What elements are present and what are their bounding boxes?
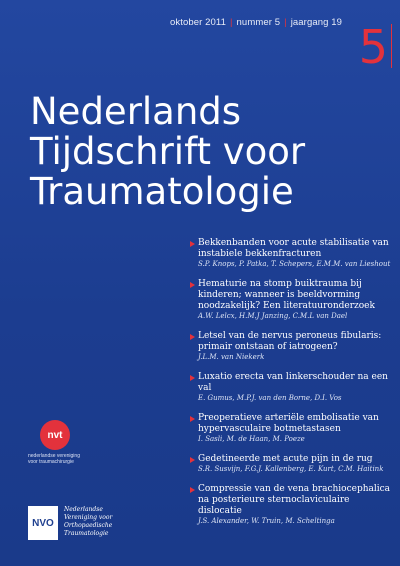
article-title: Letsel van de nervus peroneus fibularis: primair ontstaan of iatrogeen? bbox=[198, 331, 382, 352]
title-line: Nederlands bbox=[30, 90, 242, 133]
article-item[interactable] bbox=[190, 331, 396, 362]
article-authors: J.S. Alexander, W. Truin, M. Scheltinga bbox=[198, 517, 335, 525]
nvt-logo-icon bbox=[40, 420, 70, 450]
nvo-name-line: Nederlandse bbox=[64, 506, 103, 513]
article-authors: S.P. Knops, P. Patka, T. Schepers, E.M.M. van Lieshout bbox=[198, 260, 391, 268]
article-item[interactable] bbox=[190, 484, 396, 526]
article-title: Compressie van de vena brachiocephalica na posterieure sternoclaviculaire dislocatie bbox=[198, 484, 391, 516]
triangle-bullet-icon bbox=[190, 487, 195, 493]
article-item[interactable] bbox=[190, 413, 396, 444]
article-item[interactable] bbox=[190, 454, 396, 474]
triangle-bullet-icon bbox=[190, 282, 195, 288]
nvt-subtitle bbox=[28, 453, 108, 465]
title-line: Traumatologie bbox=[30, 170, 294, 213]
red-divider bbox=[391, 24, 392, 68]
issue-volume: jaargang 19 bbox=[290, 17, 342, 28]
nvo-logo-mark: NVO bbox=[32, 517, 54, 529]
nvo-name-line: Vereniging voor bbox=[64, 514, 113, 521]
article-title: Preoperatieve arteriële embolisatie van hypervasculaire botmetastasen bbox=[198, 413, 379, 434]
article-item[interactable] bbox=[190, 238, 396, 269]
triangle-bullet-icon bbox=[190, 241, 195, 247]
nvt-logo-mark: nvt bbox=[47, 429, 63, 441]
article-authors: E. Gumus, M.P.J. van den Borne, D.I. Vos bbox=[198, 394, 342, 402]
nvo-name bbox=[64, 506, 112, 538]
nvt-subtitle-line: voor traumachirurgie bbox=[28, 459, 74, 465]
nvo-logo bbox=[28, 506, 112, 540]
triangle-bullet-icon bbox=[190, 416, 195, 422]
triangle-bullet-icon bbox=[190, 375, 195, 381]
issue-number-text: nummer 5 bbox=[236, 17, 281, 28]
article-list bbox=[190, 238, 396, 536]
title-line: Tijdschrift voor bbox=[30, 130, 306, 173]
triangle-bullet-icon bbox=[190, 334, 195, 340]
article-title: Gedetineerde met acute pijn in de rug bbox=[198, 454, 373, 464]
article-item[interactable] bbox=[190, 279, 396, 321]
article-authors: I. Sasli, M. de Haan, M. Poeze bbox=[198, 435, 305, 443]
article-title: Hematurie na stomp buiktrauma bij kinderen; wanneer is beeldvorming noodzakelijk? Een literatuuronderzoek bbox=[198, 279, 375, 311]
nvo-name-line: Traumatologie bbox=[64, 530, 109, 537]
nvo-name-line: Orthopaedische bbox=[64, 522, 113, 529]
article-title: Bekkenbanden voor acute stabilisatie van instabiele bekkenfracturen bbox=[198, 238, 389, 259]
article-authors: S.R. Susvijn, F.G.J. Kallenberg, E. Kurt, C.M. Haitink bbox=[198, 465, 384, 473]
article-authors: A.W. Lelcx, H.M.J Janzing, C.M.L van Dael bbox=[198, 312, 348, 320]
issue-number-large: 5 bbox=[358, 20, 388, 74]
issue-separator: | bbox=[284, 17, 287, 28]
issue-month: oktober 2011 bbox=[170, 17, 226, 28]
article-title: Luxatio erecta van linkerschouder na een val bbox=[198, 372, 388, 393]
nvo-logo-icon bbox=[28, 506, 58, 540]
issue-info bbox=[170, 17, 342, 28]
triangle-bullet-icon bbox=[190, 457, 195, 463]
issue-separator: | bbox=[229, 17, 233, 28]
nvt-subtitle-line: nederlandse vereniging bbox=[28, 453, 80, 459]
article-authors: J.L.M. van Niekerk bbox=[198, 353, 265, 361]
nvt-logo bbox=[28, 420, 108, 465]
article-item[interactable] bbox=[190, 372, 396, 403]
journal-title bbox=[30, 92, 305, 212]
